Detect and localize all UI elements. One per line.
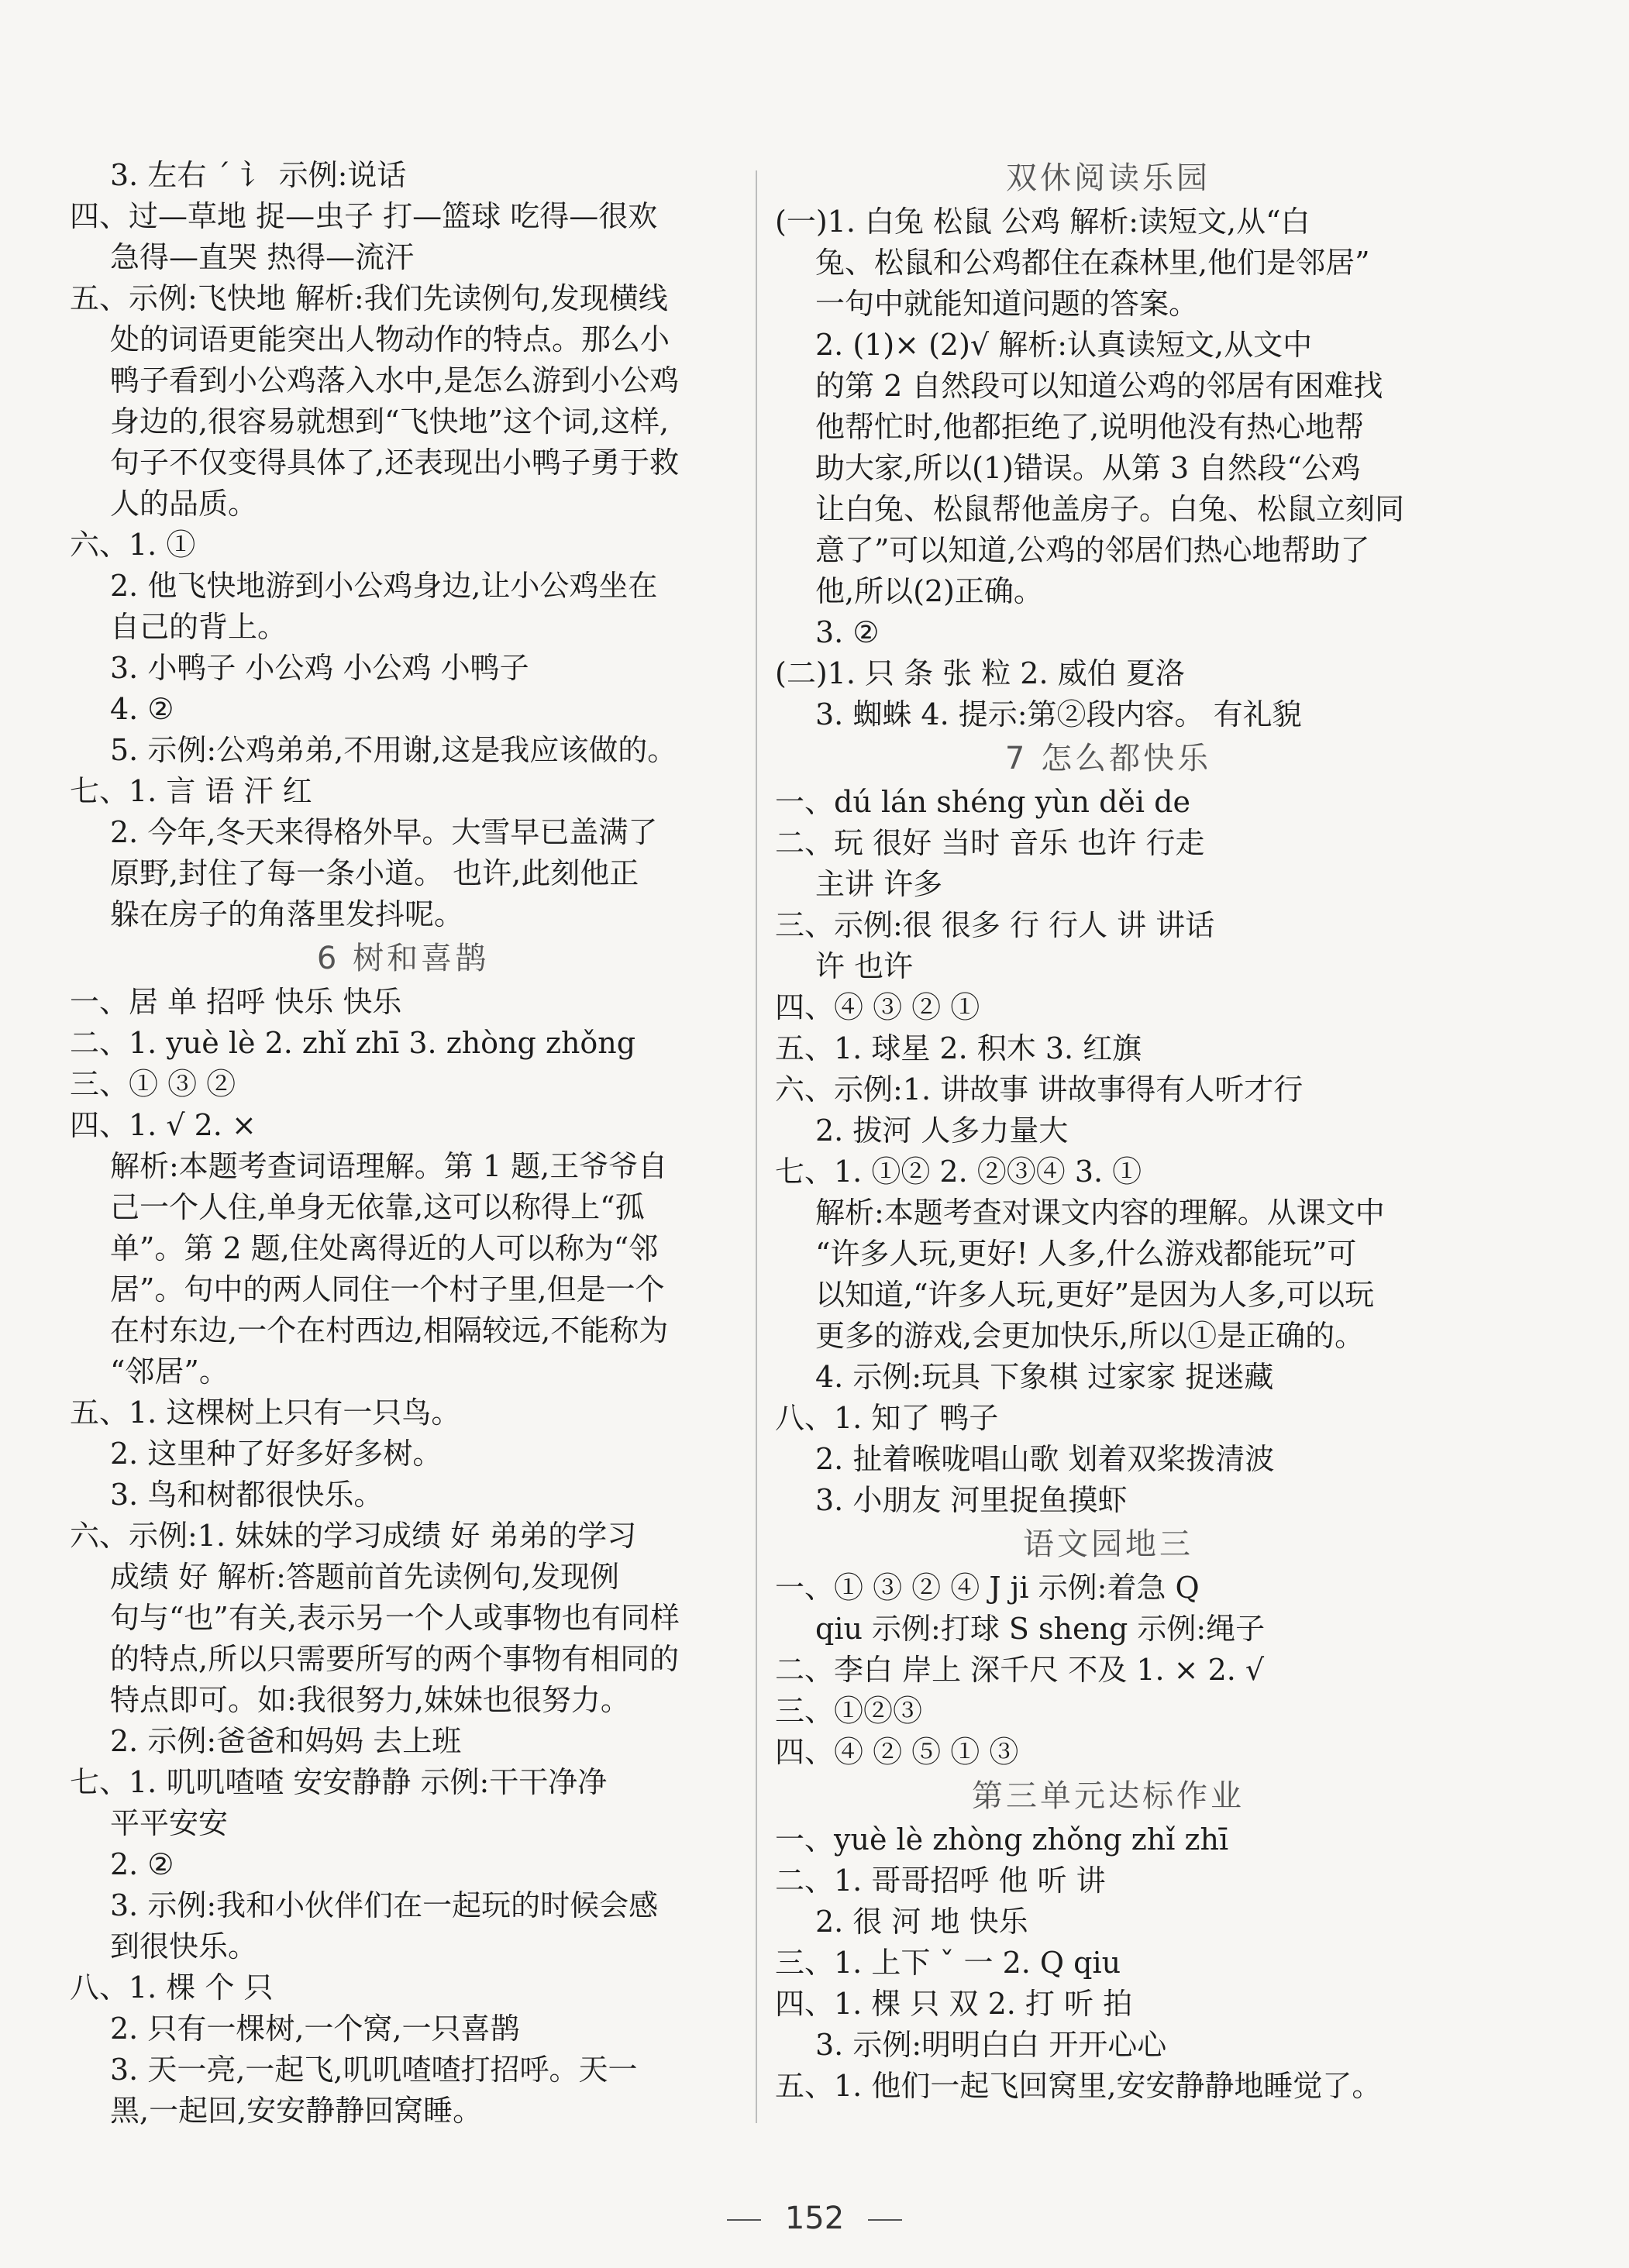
answer-line: 2. 拔河 人多力量大	[815, 1113, 1069, 1148]
answer-line: 在村东边,一个在村西边,相隔较远,不能称为	[110, 1313, 669, 1347]
answer-line: 一、yuè lè zhòng zhǒng zhǐ zhī	[775, 1822, 1229, 1857]
answer-line: 急得—直哭 热得—流汗	[110, 240, 415, 274]
answer-line: (一)1. 白兔 松鼠 公鸡 解析:读短文,从“白	[775, 205, 1310, 239]
answer-line: 的特点,所以只需要所写的两个事物有相同的	[110, 1642, 680, 1676]
answer-line: 解析:本题考查对课文内容的理解。从课文中	[815, 1196, 1385, 1230]
answer-line: 3. 小鸭子 小公鸡 小公鸡 小鸭子	[110, 651, 529, 685]
answer-line: 四、过—草地 捉—虫子 打—篮球 吃得—很欢	[70, 199, 658, 233]
answer-line: 身边的,很容易就想到“飞快地”这个词,这样,	[110, 404, 670, 439]
answer-line: 2. 扯着喉咙唱山歌 划着双桨拨清波	[815, 1442, 1275, 1476]
answer-line: 5. 示例:公鸡弟弟,不用谢,这是我应该做的。	[110, 733, 677, 767]
answer-line: 处的词语更能突出人物动作的特点。那么小	[110, 322, 670, 356]
answer-line: “邻居”。	[110, 1354, 229, 1389]
answer-line: 己一个人住,单身无依靠,这可以称得上“孤	[110, 1190, 645, 1224]
answer-line: 人的品质。	[110, 487, 258, 521]
answer-line: 3. 蜘蛛 4. 提示:第②段内容。 有礼貌	[815, 697, 1302, 731]
answer-line: (二)1. 只 条 张 粒 2. 威伯 夏洛	[775, 656, 1185, 690]
answer-line: 四、④ ③ ② ①	[775, 990, 980, 1024]
answer-line: 二、1. yuè lè 2. zhǐ zhī 3. zhòng zhǒng	[70, 1026, 636, 1060]
answer-line: 句子不仅变得具体了,还表现出小鸭子勇于救	[110, 446, 680, 480]
answer-line: 四、④ ② ⑤ ① ③	[775, 1735, 1019, 1769]
answer-line: 特点即可。如:我很努力,妹妹也很努力。	[110, 1683, 630, 1717]
answer-line: 一、dú lán shéng yùn děi de	[775, 785, 1190, 819]
answer-line: 五、1. 球星 2. 积木 3. 红旗	[775, 1031, 1142, 1065]
answer-line: 以知道,“许多人玩,更好”是因为人多,可以玩	[815, 1278, 1375, 1312]
answer-line: 2. 今年,冬天来得格外早。大雪早已盖满了	[110, 815, 658, 849]
answer-line: 3. 示例:我和小伙伴们在一起玩的时候会感	[110, 1888, 659, 1922]
answer-line: 二、李白 岸上 深千尺 不及 1. × 2. √	[775, 1653, 1265, 1687]
answer-line: 意了”可以知道,公鸡的邻居们热心地帮助了	[815, 533, 1370, 567]
section-heading: 语文园地三	[1023, 1526, 1193, 1562]
answer-line: 2. 示例:爸爸和妈妈 去上班	[110, 1724, 462, 1758]
answer-line: 3. 左右 ˊ 讠 示例:说话	[110, 158, 407, 192]
answer-line: 他帮忙时,他都拒绝了,说明他没有热心地帮	[815, 410, 1365, 444]
footer-dash-right	[868, 2219, 902, 2221]
answer-line: 更多的游戏,会更加快乐,所以①是正确的。	[815, 1319, 1365, 1353]
answer-line: 五、示例:飞快地 解析:我们先读例句,发现横线	[70, 281, 668, 315]
answer-line: 2. (1)× (2)√ 解析:认真读短文,从文中	[815, 328, 1313, 362]
section-heading: 7 怎么都快乐	[1004, 741, 1212, 776]
answer-line: 助大家,所以(1)错误。从第 3 自然段“公鸡	[815, 451, 1361, 485]
answer-line: 八、1. 棵 个 只	[70, 1970, 274, 2005]
left-column	[70, 155, 736, 2132]
answer-line: 六、示例:1. 妹妹的学习成绩 好 弟弟的学习	[70, 1519, 637, 1553]
answer-line: 黑,一起回,安安静静回窝睡。	[110, 2094, 483, 2128]
answer-line: 三、示例:很 很多 行 行人 讲 讲话	[775, 908, 1215, 942]
section-heading: 6 树和喜鹊	[316, 941, 490, 976]
answer-line: 二、玩 很好 当时 音乐 也许 行走	[775, 826, 1205, 860]
section-heading: 第三单元达标作业	[972, 1778, 1245, 1814]
answer-line: 七、1. ①② 2. ②③④ 3. ①	[775, 1155, 1142, 1189]
answer-line: 3. ②	[815, 615, 880, 649]
answer-line: 3. 小朋友 河里捉鱼摸虾	[815, 1483, 1128, 1517]
answer-line: 六、示例:1. 讲故事 讲故事得有人听才行	[775, 1072, 1304, 1106]
answer-line: 主讲 许多	[815, 867, 943, 901]
answer-line: 让白兔、松鼠帮他盖房子。白兔、松鼠立刻同	[815, 492, 1405, 526]
answer-line: 原野,封住了每一条小道。 也许,此刻他正	[110, 856, 639, 890]
page-number: 152	[784, 2201, 845, 2236]
answer-line: 八、1. 知了 鸭子	[775, 1401, 999, 1435]
right-column	[775, 155, 1441, 2107]
answer-line: 单”。第 2 题,住处离得近的人可以称为“邻	[110, 1231, 659, 1265]
answer-line: 4. ②	[110, 692, 174, 726]
answer-line: 的第 2 自然段可以知道公鸡的邻居有困难找	[815, 369, 1383, 403]
answer-line: “许多人玩,更好! 人多,什么游戏都能玩”可	[815, 1237, 1357, 1271]
answer-line: 四、1. √ 2. ×	[70, 1108, 257, 1142]
answer-line: 居”。句中的两人同住一个村子里,但是一个	[110, 1272, 665, 1306]
answer-line: 二、1. 哥哥招呼 他 听 讲	[775, 1864, 1106, 1898]
answer-line: 鸭子看到小公鸡落入水中,是怎么游到小公鸡	[110, 363, 680, 398]
answer-line: 一句中就能知道问题的答案。	[815, 287, 1199, 321]
answer-line: 三、① ③ ②	[70, 1067, 236, 1101]
answer-line: 句与“也”有关,表示另一个人或事物也有同样	[110, 1601, 680, 1635]
answer-line: 2. 很 河 地 快乐	[815, 1905, 1028, 1939]
answer-line: 4. 示例:玩具 下象棋 过家家 捉迷藏	[815, 1360, 1274, 1394]
answer-line: 3. 示例:明明白白 开开心心	[815, 2028, 1167, 2062]
answer-line: qiu 示例:打球 S sheng 示例:绳子	[815, 1612, 1266, 1646]
column-divider	[756, 170, 757, 2123]
answer-line: 七、1. 言 语 汗 红	[70, 774, 312, 808]
answer-line: 2. ②	[110, 1847, 174, 1881]
answer-line: 到很快乐。	[110, 1929, 258, 1963]
answer-line: 三、1. 上下 ˇ 一 2. Q qiu	[775, 1946, 1121, 1980]
answer-line: 兔、松鼠和公鸡都住在森林里,他们是邻居”	[815, 246, 1370, 280]
answer-line: 一、① ③ ② ④ J ji 示例:着急 Q	[775, 1571, 1200, 1605]
answer-line: 3. 天一亮,一起飞,叽叽喳喳打招呼。天一	[110, 2053, 638, 2087]
answer-line: 平平安安	[110, 1806, 229, 1840]
answer-line: 2. 他飞快地游到小公鸡身边,让小公鸡坐在	[110, 569, 658, 603]
answer-line: 3. 鸟和树都很快乐。	[110, 1478, 384, 1512]
answer-line: 五、1. 这棵树上只有一只鸟。	[70, 1396, 461, 1430]
answer-line: 自己的背上。	[110, 610, 288, 644]
answer-line: 四、1. 棵 只 双 2. 打 听 拍	[775, 1987, 1133, 2021]
section-heading: 双休阅读乐园	[1006, 160, 1211, 196]
answer-line: 许 也许	[815, 949, 914, 983]
answer-line: 七、1. 叽叽喳喳 安安静静 示例:干干净净	[70, 1765, 608, 1799]
answer-line: 一、居 单 招呼 快乐 快乐	[70, 985, 402, 1019]
answer-line: 2. 这里种了好多好多树。	[110, 1437, 443, 1471]
page-footer	[0, 2201, 1629, 2236]
answer-line: 躲在房子的角落里发抖呢。	[110, 897, 464, 931]
answer-line: 三、①②③	[775, 1694, 923, 1728]
answer-line: 他,所以(2)正确。	[815, 574, 1043, 608]
footer-dash-left	[727, 2219, 761, 2221]
answer-line: 六、1. ①	[70, 528, 196, 562]
answer-line: 解析:本题考查词语理解。第 1 题,王爷爷自	[110, 1149, 668, 1183]
answer-line: 五、1. 他们一起飞回窝里,安安静静地睡觉了。	[775, 2069, 1382, 2103]
answer-line: 成绩 好 解析:答题前首先读例句,发现例	[110, 1560, 620, 1594]
answer-line: 2. 只有一棵树,一个窝,一只喜鹊	[110, 2012, 520, 2046]
